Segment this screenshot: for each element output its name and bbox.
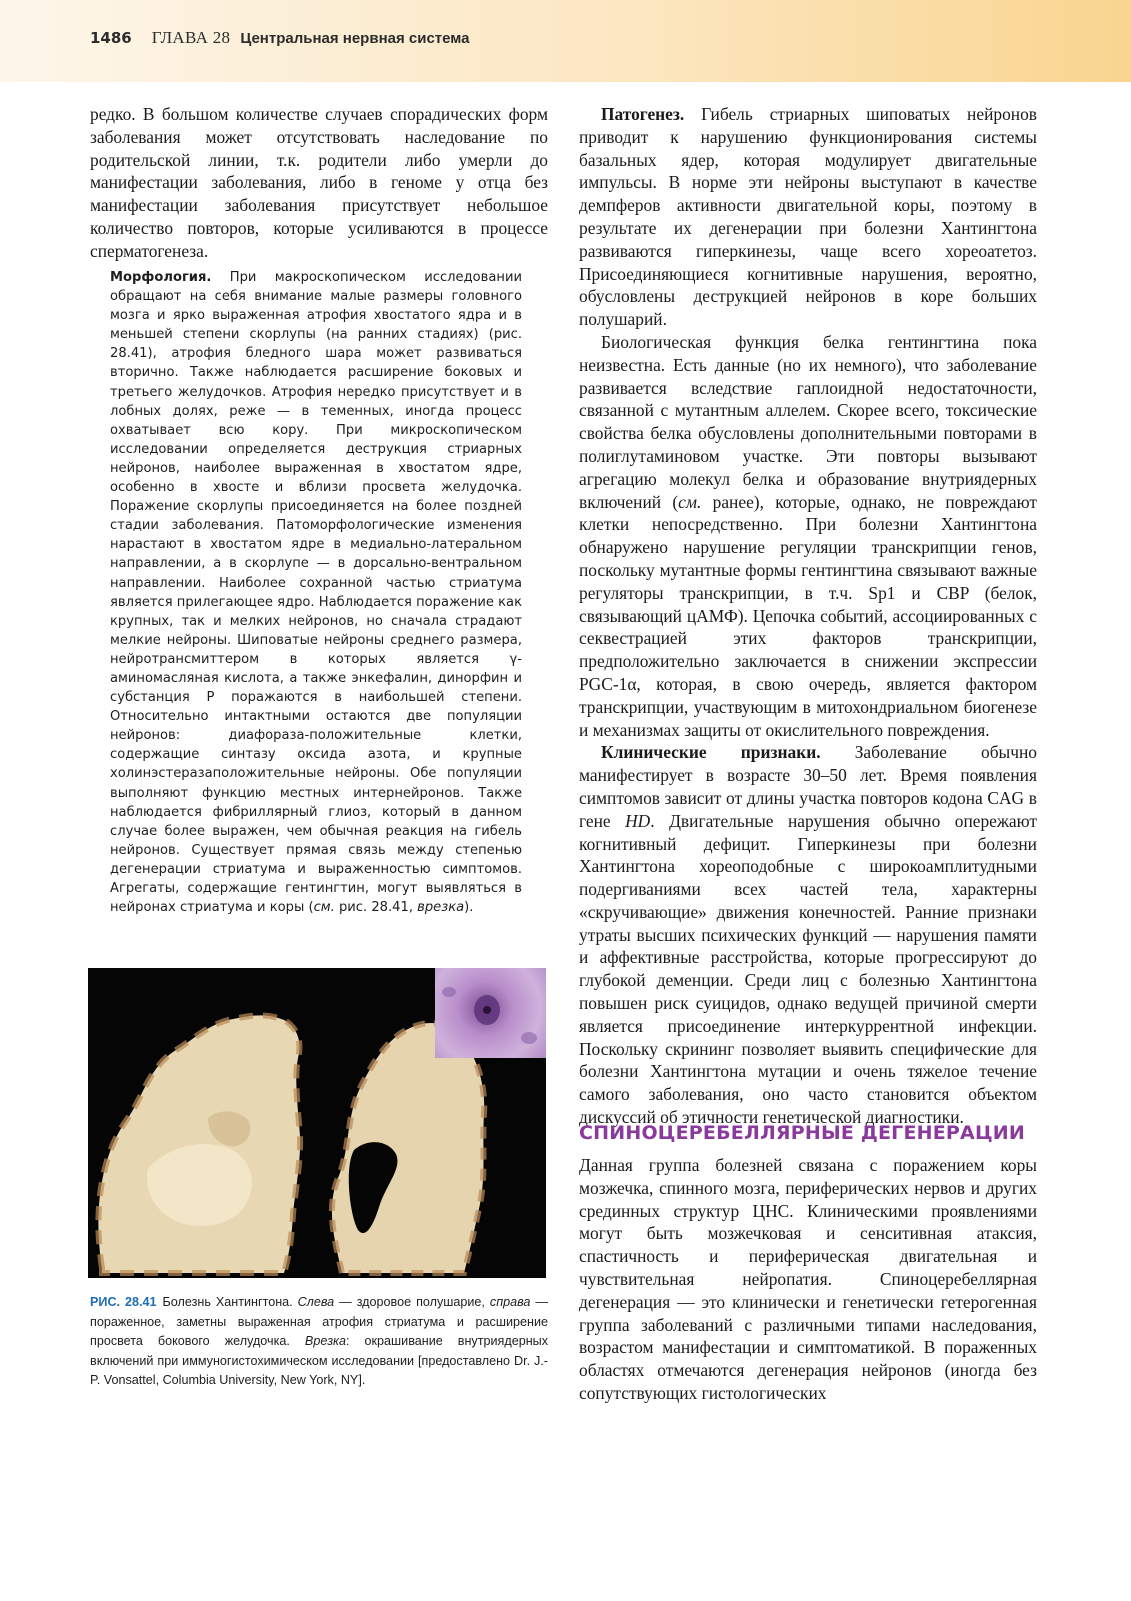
histology-inset [435,968,546,1058]
running-header [0,0,1131,82]
morphology-see: см. [313,900,335,916]
caption-left-word: Слева [297,1295,335,1309]
caption-text-b: — здоровое полушарие, [334,1295,490,1309]
biology-text-a: Биологическая функция белка гентингтина пока неизвестна. Есть данные (но их немного), что заболевание развивается вследствие гаплоидной недостаточности, связанной с мутантным аллелем. Скорее всего, токсические свойства белка обусловлены дополнительными повторами в полиглутаминовом участке. Эти повторы вызывают агрегацию молекул белка и образование внутриядерных включений ( [579,331,1037,512]
clinical-gene: HD [625,810,651,831]
biology-paragraph [579,331,1037,741]
morphology-ref: рис. 28.41, [334,900,418,916]
clinical-text-b: . Двигательные нарушения обычно опережают когнитивный дефицит. Гиперкинезы при болезни Хантингтона хореоподобные с широкоамплитудными подергиваниями всех частей тела, характерны «скручивающие» движения конечностей. Ранние признаки утраты высших психических функций — нарушения памяти и аффективные расстройства, которые прогрессируют до глубокой деменции. Среди лиц с болезнью Хантингтона повышен риск суицидов, однако ведущей причиной смерти является присоединение интеркуррентной инфекции. Поскольку скрининг позволяет выявить специфические для болезни Хантингтона мутации и очень тяжелое течение самого заболевания, оно часто становится объектом дискуссий об этичности генетической диагностики. [579,810,1038,1128]
clinical-lead: Клинические признаки. [601,742,821,763]
clinical-paragraph [579,741,1037,1129]
pathogenesis-lead: Патогенез. [601,104,685,124]
figure-label: РИС. 28.41 [90,1295,157,1309]
morphology-end: ). [464,900,474,916]
biology-see: см. [678,491,702,512]
caption-right-word: справа [489,1295,531,1309]
morphology-block [110,268,522,917]
figure-brain-slices [88,968,546,1278]
page-number: 1486 [90,29,132,47]
caption-text-c: — пораженное, заметны выраженная атрофия стриатума и расширение просвета бокового желудочка. [90,1295,549,1349]
caption-inset-word: Врезка [304,1334,346,1349]
chapter-title: Центральная нервная система [240,30,470,47]
morphology-inset-word: врезка [417,900,465,916]
left-column [90,103,548,263]
header-row [90,28,470,52]
right-column [579,103,1037,1129]
chapter-label: ГЛАВА 28 [151,28,231,47]
left-paragraph-1: редко. В большом количестве случаев спорадических форм заболевания может отсутствовать наследование по родительской линии, т.к. родители либо умерли до манифестации заболевания, либо в геноме у отца без манифестации заболевания присутствует небольшое количество повторов, которые усиливаются в процессе сперматогенеза. [90,104,548,261]
inset-nucleus-image [435,968,546,1058]
biology-text-b: ранее), которые, однако, не повреждают клетки непосредственно. При болезни Хантингтона обнаружено нарушение регуляции транскрипции генов, поскольку мутантные формы гентингтина связывают важные регуляторы транскрипции, в т.ч. Sp1 и CBP (белок, связывающий цАМФ). Цепочка событий, ассоциированных с секвестрацией этих факторов транскрипции, предположительно заключается в снижении экспрессии PGC-1α, которая, в свою очередь, является фактором транскрипции, участвующим в митохондриальном биогенезе и механизмах защиты от окислительного повреждения. [579,491,1037,740]
section-paragraph: Данная группа болезней связана с поражением коры мозжечка, спинного мозга, периферических нервов и других срединных структур ЦНС. Клиническими проявлениями могут быть мозжечковая и сенситивная атаксия, спастичность и периферическая двигательная и чувствительная нейропатия. Спиноцеребеллярная дегенерация — это клинически и генетически гетерогенная группа заболеваний с различными типами наследования, возрастом манифестации и симптоматикой. В пораженных областях отмечаются дегенерация нейронов (иногда без сопутствующих гистологических [579,1155,1037,1403]
morphology-lead: Морфология. [110,270,212,285]
pathogenesis-paragraph [579,103,1037,331]
section-body [579,1154,1037,1405]
morphology-text: При макроскопическом исследовании обращают на себя внимание малые размеры головного мозга и ярко выраженная атрофия хвостатого ядра и в меньшей степени скорлупы (на ранних стадиях) (рис. 28.41), атрофия бледного шара может развиваться вторично. Также наблюдается расширение боковых и третьего желудочков. Атрофия нередко присутствует и в лобных долях, реже — в теменных, иногда процесс охватывает всю кору. При микроскопическом исследовании определяется деструкция стриарных нейронов, наиболее выраженная в хвостатом ядре, особенно в хвосте и вблизи просвета желудочка. Поражение скорлупы присоединяется на более поздней стадии заболевания. Патоморфологические изменения нарастают в хвостатом ядре в медиально-латеральном направлении, а в скорлупе — в дорсально-вентральном направлении. Наиболее сохранной частью стриатума является прилегающее ядро. Наблюдается поражение как крупных, так и мелких нейронов, но сначала страдают мелкие нейроны. Шиповатые нейроны среднего размера, нейротрансмиттером в которых является γ-аминомасляная кислота, а также энкефалин, динорфин и субстанция P поражаются в наибольшей степени. Относительно интактными остаются две популяции нейронов: диафораза-положительные клетки, содержащие синтазу оксида азота, и крупные холинэстеразаположительные нейроны. Обе популяции выполняют функцию местных интернейронов. Также наблюдается фибриллярный глиоз, который в данном случае более выражен, чем обычная реакция на гибель нейронов. Существует прямая связь между степенью дегенерации стриатума и выраженностью симптомов. Агрегаты, содержащие гентингтин, могут выявляться в нейронах стриатума и коры ( [110,270,522,916]
pathogenesis-text: Гибель стриарных шиповатых нейронов приводит к нарушению функционирования системы базальных ядер, которая модулирует двигательные импульсы. В норме эти нейроны выступают в качестве демпферов активности двигательной коры, поэтому в результате их дегенерации при болезни Хантингтона развиваются гиперкинезы, чаще всего хореоатетоз. Присоединяющиеся когнитивные нарушения, вероятно, обусловлены деструкцией нейронов в коре больших полушарий. [579,104,1037,330]
figure-caption [90,1293,548,1391]
caption-text-a: Болезнь Хантингтона. [162,1295,298,1309]
section-heading: СПИНОЦЕРЕБЕЛЛЯРНЫЕ ДЕГЕНЕРАЦИИ [579,1122,1025,1144]
clinical-text-a: Заболевание обычно манифестирует в возрасте 30–50 лет. Время появления симптомов зависит от длины участка повторов кодона CAG в гене [579,742,1037,831]
caption-text-d: : окрашивание внутриядерных включений при иммуногистохимическом исследовании [предоставлено Dr. J.-P. Vonsattel, Columbia University, New York, NY]. [90,1334,549,1388]
